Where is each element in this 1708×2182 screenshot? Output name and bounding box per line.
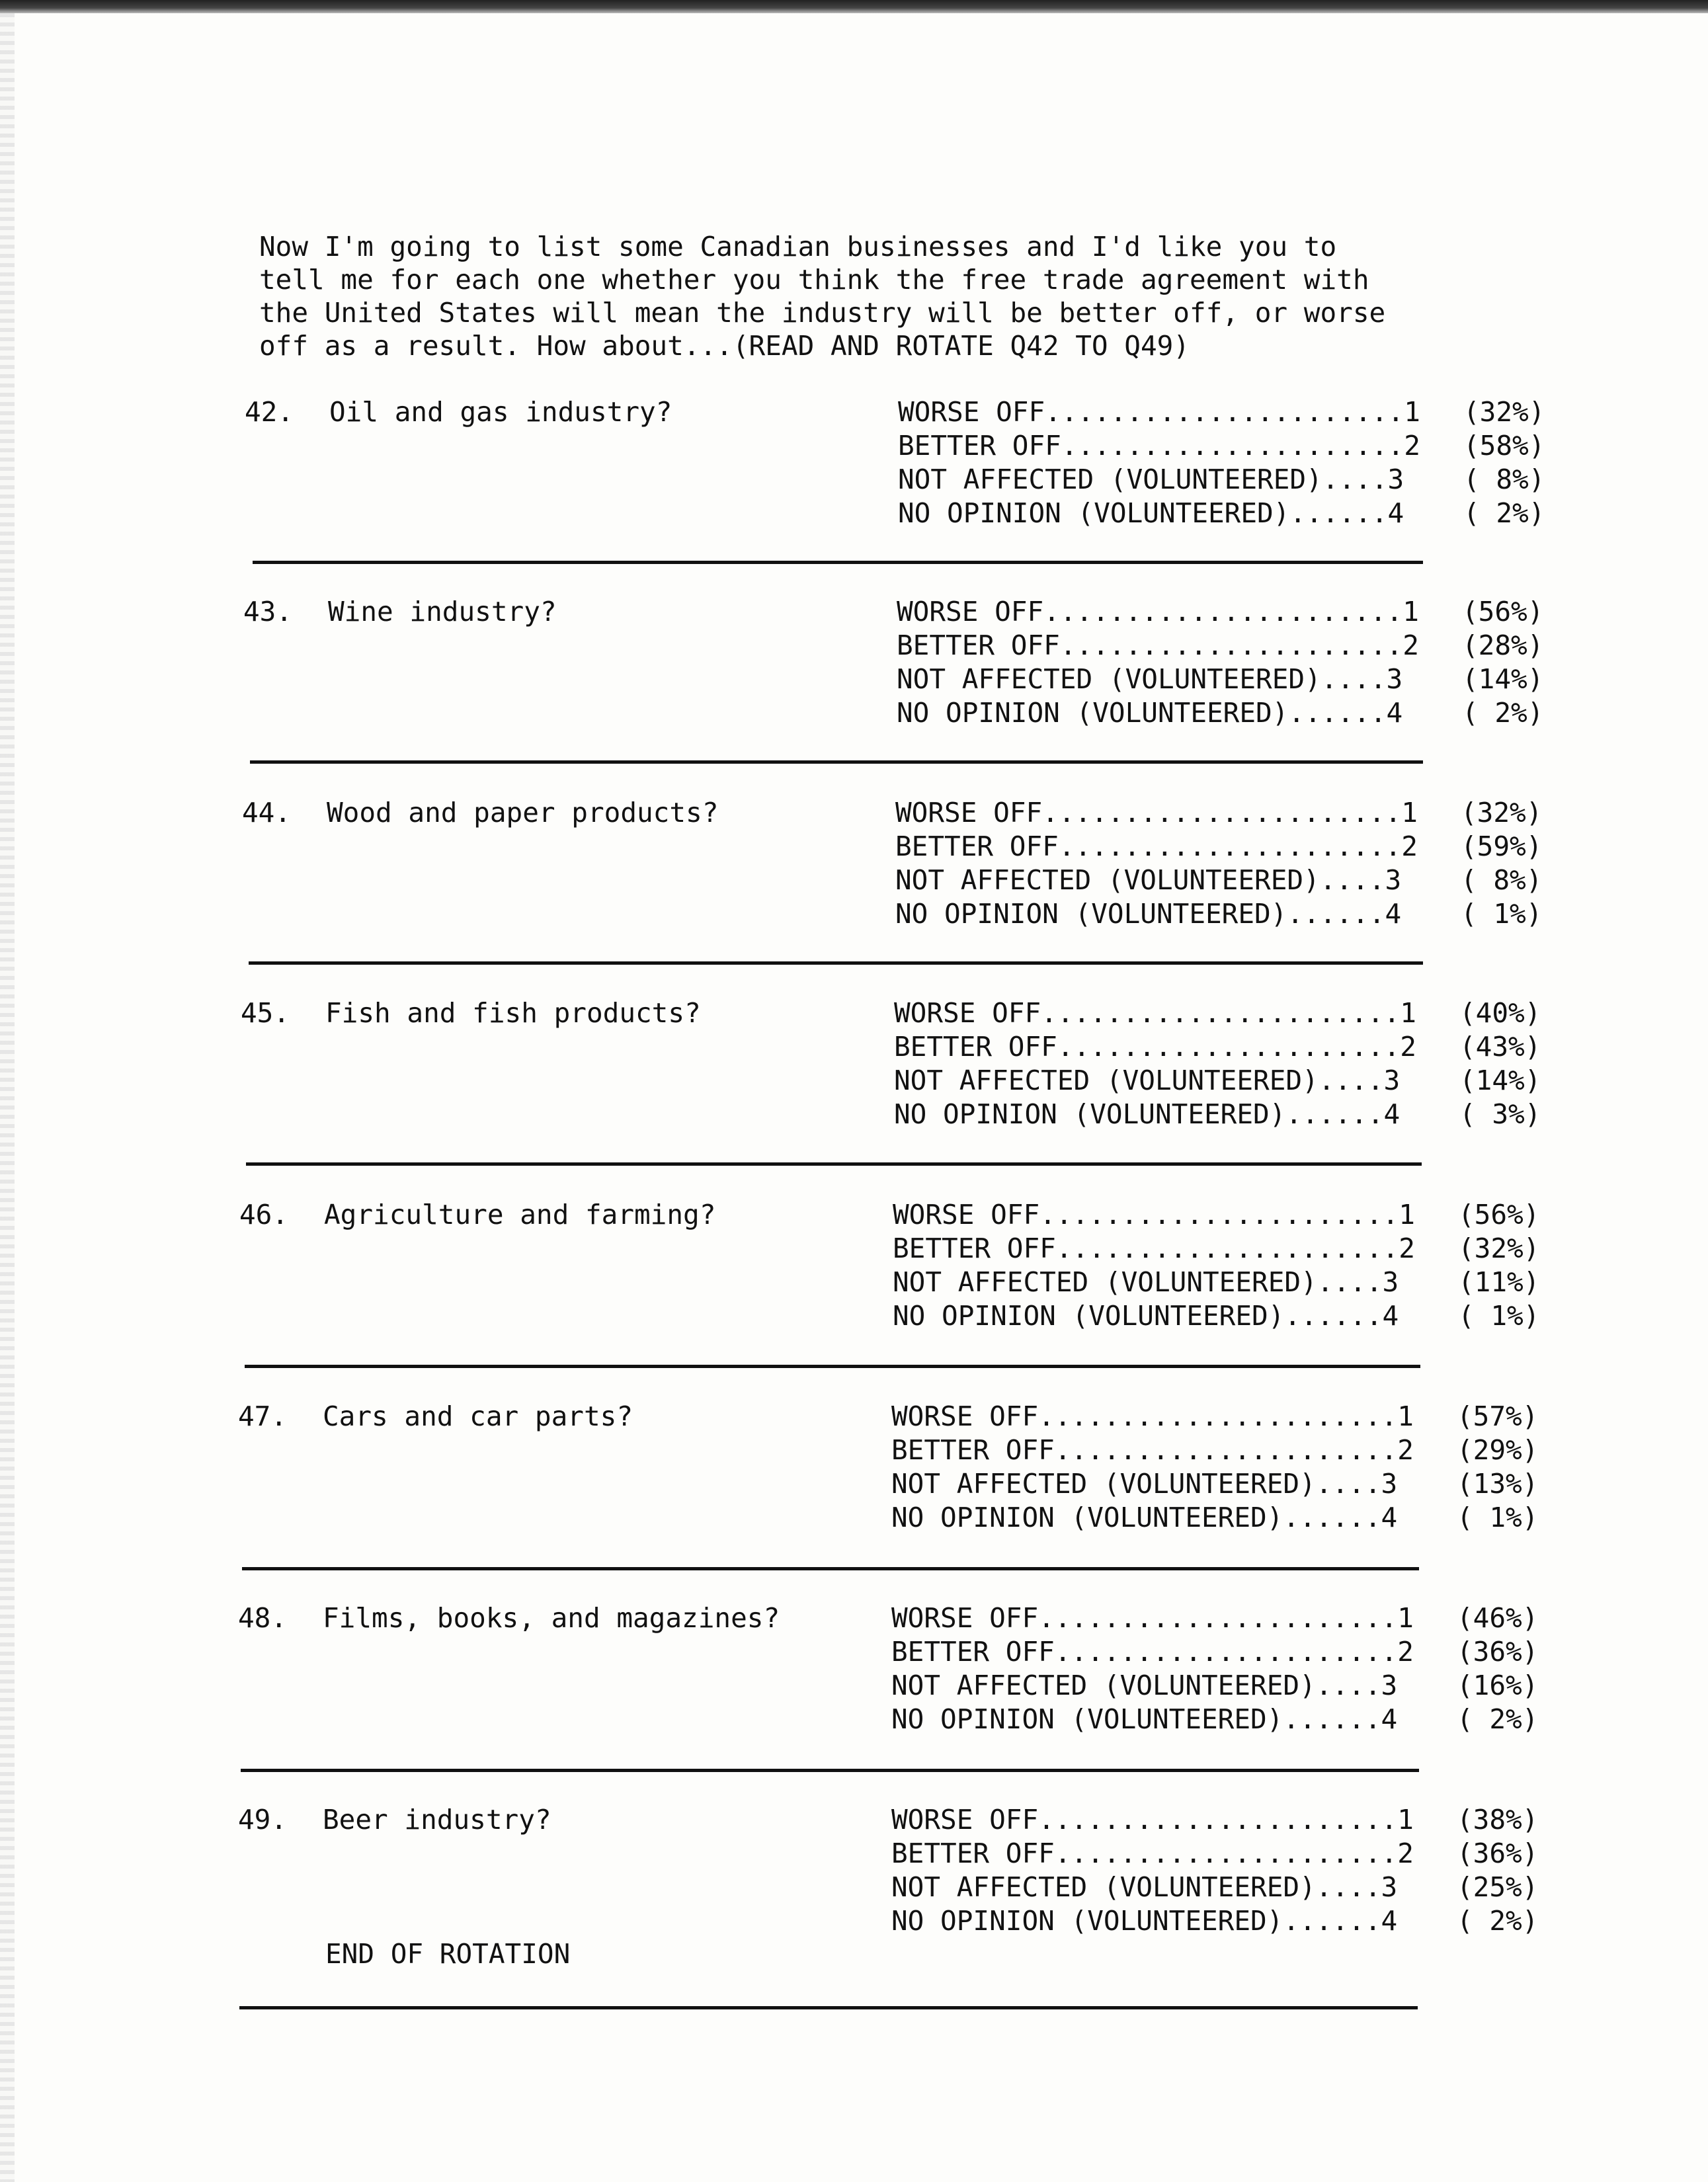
question-block — [242, 796, 1558, 994]
answer-option — [897, 629, 1558, 663]
answer-option — [891, 1434, 1553, 1467]
answer-percentage: (56%) — [1458, 1199, 1540, 1231]
answer-option — [891, 1904, 1553, 1938]
answer-percentage: ( 2%) — [1457, 1703, 1539, 1735]
answer-percentage: (36%) — [1457, 1838, 1539, 1869]
answer-percentage: (36%) — [1457, 1636, 1539, 1668]
answer-label: NOT AFFECTED (VOLUNTEERED)....3 — [895, 864, 1402, 896]
question-text: Cars and car parts? — [323, 1400, 633, 1432]
answer-option — [897, 696, 1558, 730]
section-divider — [250, 760, 1423, 764]
question-number: 49. — [238, 1804, 288, 1836]
answer-option — [895, 897, 1557, 931]
answer-option — [894, 1064, 1555, 1098]
question-heading — [241, 996, 701, 1030]
answer-label: WORSE OFF......................1 — [897, 596, 1419, 627]
answer-percentage: ( 1%) — [1457, 1502, 1539, 1533]
answer-option — [895, 864, 1557, 897]
scan-left-edge — [0, 13, 15, 2182]
end-of-rotation-label: END OF ROTATION — [325, 1938, 571, 1970]
answer-label: NO OPINION (VOLUNTEERED)......4 — [891, 1502, 1398, 1533]
answer-percentage: ( 3%) — [1459, 1098, 1541, 1130]
answer-label: BETTER OFF.....................2 — [893, 1232, 1415, 1264]
answer-percentage: (11%) — [1458, 1266, 1540, 1298]
answer-percentage: (25%) — [1457, 1871, 1539, 1903]
answer-option — [893, 1232, 1554, 1266]
answer-percentage: (56%) — [1462, 596, 1544, 627]
question-heading — [242, 796, 718, 829]
answer-option — [893, 1198, 1554, 1232]
answer-label: NOT AFFECTED (VOLUNTEERED)....3 — [891, 1468, 1398, 1500]
answer-option — [898, 463, 1559, 497]
answer-option — [891, 1400, 1553, 1434]
answer-option — [895, 796, 1557, 830]
section-divider — [246, 1162, 1422, 1166]
question-heading — [243, 595, 557, 628]
question-text: Beer industry? — [323, 1804, 551, 1836]
question-block — [238, 1803, 1554, 2001]
answer-option — [891, 1635, 1553, 1669]
answer-options — [897, 595, 1558, 730]
question-block — [245, 395, 1561, 594]
answer-label: NO OPINION (VOLUNTEERED)......4 — [891, 1703, 1398, 1735]
answer-label: NOT AFFECTED (VOLUNTEERED)....3 — [898, 464, 1404, 495]
answer-label: NO OPINION (VOLUNTEERED)......4 — [893, 1300, 1399, 1332]
answer-percentage: ( 1%) — [1458, 1300, 1540, 1332]
answer-label: WORSE OFF......................1 — [891, 1804, 1414, 1836]
question-number: 46. — [239, 1199, 289, 1231]
question-text: Oil and gas industry? — [329, 396, 672, 428]
answer-option — [891, 1803, 1553, 1837]
answer-percentage: (14%) — [1462, 663, 1544, 695]
answer-options — [895, 796, 1557, 931]
scan-top-edge — [0, 0, 1708, 13]
answer-label: WORSE OFF......................1 — [895, 797, 1418, 828]
answer-percentage: ( 2%) — [1457, 1905, 1539, 1937]
question-block — [243, 595, 1559, 793]
answer-label: NOT AFFECTED (VOLUNTEERED)....3 — [891, 1670, 1398, 1701]
answer-options — [898, 395, 1559, 530]
answer-label: NO OPINION (VOLUNTEERED)......4 — [895, 898, 1402, 930]
answer-percentage: ( 8%) — [1463, 464, 1545, 495]
answer-option — [891, 1871, 1553, 1904]
answer-label: NOT AFFECTED (VOLUNTEERED)....3 — [891, 1871, 1398, 1903]
section-divider — [242, 1567, 1419, 1570]
answer-percentage: (57%) — [1457, 1400, 1539, 1432]
question-text: Films, books, and magazines? — [323, 1602, 780, 1634]
answer-percentage: (28%) — [1462, 629, 1544, 661]
answer-label: BETTER OFF.....................2 — [894, 1031, 1416, 1063]
answer-percentage: (43%) — [1459, 1031, 1541, 1063]
section-divider — [253, 561, 1423, 564]
answer-percentage: ( 2%) — [1463, 497, 1545, 529]
answer-percentage: (32%) — [1458, 1232, 1540, 1264]
answer-label: BETTER OFF.....................2 — [891, 1838, 1414, 1869]
answer-options — [891, 1601, 1553, 1736]
answer-label: WORSE OFF......................1 — [894, 997, 1416, 1029]
answer-label: NOT AFFECTED (VOLUNTEERED)....3 — [894, 1065, 1401, 1096]
answer-label: BETTER OFF.....................2 — [898, 430, 1420, 462]
answer-option — [898, 395, 1559, 429]
answer-percentage: (13%) — [1457, 1468, 1539, 1500]
answer-options — [891, 1400, 1553, 1535]
question-heading — [238, 1803, 551, 1836]
answer-option — [894, 996, 1555, 1030]
answer-percentage: (58%) — [1463, 430, 1545, 462]
answer-percentage: (40%) — [1459, 997, 1541, 1029]
answer-percentage: (32%) — [1461, 797, 1543, 828]
section-divider — [245, 1365, 1420, 1368]
answer-option — [897, 663, 1558, 696]
answer-label: NOT AFFECTED (VOLUNTEERED)....3 — [893, 1266, 1399, 1298]
answer-percentage: ( 1%) — [1461, 898, 1543, 930]
answer-percentage: (29%) — [1457, 1434, 1539, 1466]
section-divider — [241, 1769, 1419, 1772]
answer-label: WORSE OFF......................1 — [891, 1602, 1414, 1634]
intro-paragraph: Now I'm going to list some Canadian businesses and I'd like you to tell me for each one whether you think the free trade agreement with the United States will mean the industry will be better off, or worse off as a result. How about...(READ AND ROTATE Q42 TO Q49) — [259, 231, 1386, 362]
answer-option — [894, 1098, 1555, 1131]
question-heading — [245, 395, 672, 428]
answer-percentage: (32%) — [1463, 396, 1545, 428]
answer-option — [891, 1467, 1553, 1501]
answer-label: WORSE OFF......................1 — [898, 396, 1420, 428]
answer-option — [893, 1266, 1554, 1299]
answer-label: BETTER OFF.....................2 — [891, 1434, 1414, 1466]
question-text: Agriculture and farming? — [324, 1199, 716, 1231]
question-number: 42. — [245, 396, 294, 428]
answer-percentage: ( 8%) — [1461, 864, 1543, 896]
answer-label: NO OPINION (VOLUNTEERED)......4 — [891, 1905, 1398, 1937]
answer-option — [895, 830, 1557, 864]
answer-percentage: (46%) — [1457, 1602, 1539, 1634]
answer-option — [891, 1669, 1553, 1703]
section-divider — [249, 961, 1423, 965]
answer-label: BETTER OFF.....................2 — [897, 629, 1419, 661]
answer-option — [893, 1299, 1554, 1333]
question-number: 48. — [238, 1602, 288, 1634]
question-heading — [238, 1400, 633, 1433]
answer-label: NOT AFFECTED (VOLUNTEERED)....3 — [897, 663, 1403, 695]
answer-percentage: (59%) — [1461, 830, 1543, 862]
answer-label: NO OPINION (VOLUNTEERED)......4 — [897, 697, 1403, 729]
answer-option — [891, 1837, 1553, 1871]
question-heading — [238, 1601, 780, 1635]
answer-option — [897, 595, 1558, 629]
question-number: 43. — [243, 596, 293, 627]
answer-label: BETTER OFF.....................2 — [895, 830, 1418, 862]
question-number: 47. — [238, 1400, 288, 1432]
answer-option — [894, 1030, 1555, 1064]
answer-option — [898, 497, 1559, 530]
question-text: Wine industry? — [328, 596, 557, 627]
answer-option — [891, 1501, 1553, 1535]
question-text: Wood and paper products? — [327, 797, 719, 828]
answer-option — [891, 1601, 1553, 1635]
answer-options — [893, 1198, 1554, 1333]
answer-percentage: (38%) — [1457, 1804, 1539, 1836]
answer-label: WORSE OFF......................1 — [891, 1400, 1414, 1432]
answer-option — [898, 429, 1559, 463]
section-divider — [239, 2006, 1418, 2009]
answer-label: BETTER OFF.....................2 — [891, 1636, 1414, 1668]
answer-percentage: (16%) — [1457, 1670, 1539, 1701]
question-number: 45. — [241, 997, 290, 1029]
answer-options — [891, 1803, 1553, 1938]
question-heading — [239, 1198, 715, 1231]
question-text: Fish and fish products? — [325, 997, 701, 1029]
answer-label: WORSE OFF......................1 — [893, 1199, 1415, 1231]
answer-percentage: (14%) — [1459, 1065, 1541, 1096]
answer-option — [891, 1703, 1553, 1736]
answer-label: NO OPINION (VOLUNTEERED)......4 — [894, 1098, 1401, 1130]
question-number: 44. — [242, 797, 292, 828]
answer-percentage: ( 2%) — [1462, 697, 1544, 729]
answer-options — [894, 996, 1555, 1131]
answer-label: NO OPINION (VOLUNTEERED)......4 — [898, 497, 1404, 529]
